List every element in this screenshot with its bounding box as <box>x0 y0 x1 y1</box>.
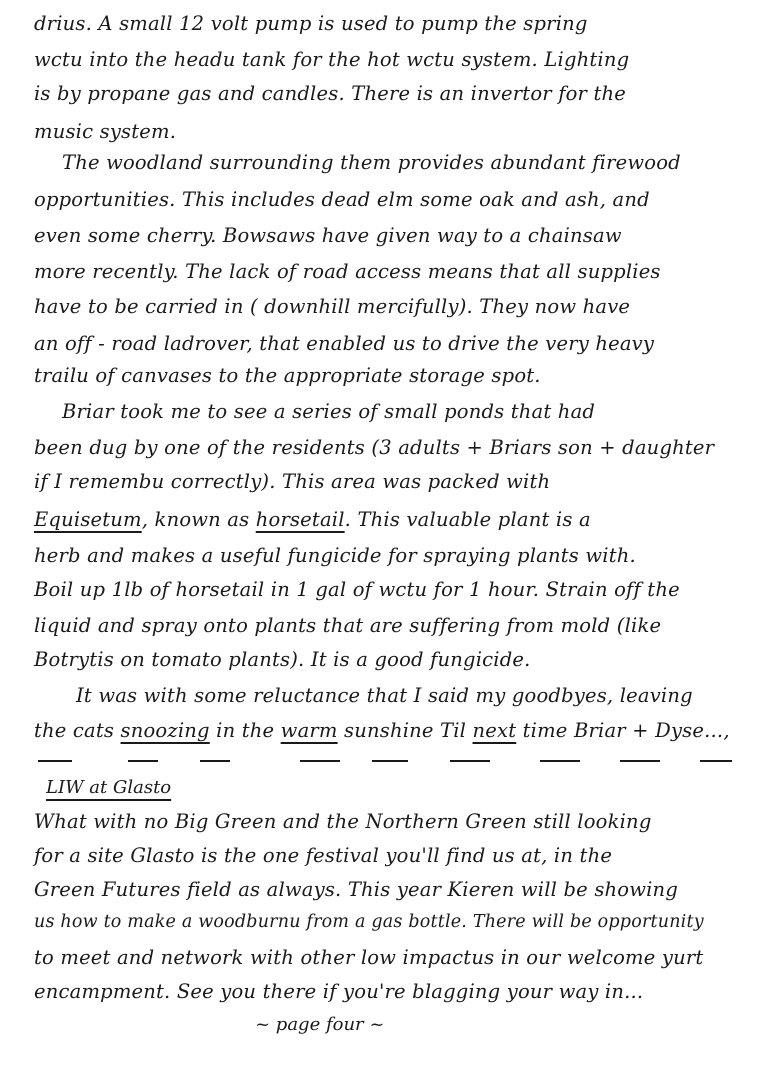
text-line: is by propane gas and candles. There is an invertor for the <box>34 82 627 105</box>
underlined-term: horsetail <box>255 508 345 531</box>
text-span: in the <box>209 719 281 742</box>
divider-dash <box>620 760 660 762</box>
text-line: opportunities. This includes dead elm some oak and ash, and <box>34 188 650 211</box>
text-line: to meet and network with other low impactus in our welcome yurt <box>34 946 704 969</box>
underlined-term: warm <box>280 719 338 742</box>
text-line <box>34 510 591 530</box>
page-number-footer: ~ page four ~ <box>255 1014 385 1035</box>
text-line: wctu into the headu tank for the hot wctu system. Lighting <box>34 48 630 71</box>
text-line: more recently. The lack of road access means that all supplies <box>34 260 661 283</box>
section-heading: LIW at Glasto <box>46 777 172 798</box>
text-line: even some cherry. Bowsaws have given way to a chainsaw <box>34 224 622 247</box>
divider-dash <box>128 760 158 762</box>
text-line: us how to make a woodburnu from a gas bottle. There will be opportunity <box>34 912 704 932</box>
text-span: . This valuable plant is a <box>344 508 591 531</box>
text-line: trailu of canvases to the appropriate storage spot. <box>34 364 541 387</box>
divider-dash <box>540 760 580 762</box>
text-line: Boil up 1lb of horsetail in 1 gal of wctu for 1 hour. Strain off the <box>34 578 680 601</box>
text-line: Briar took me to see a series of small ponds that had <box>62 400 596 423</box>
text-span: , known as <box>141 508 256 531</box>
text-line: if I remembu correctly). This area was packed with <box>34 470 551 493</box>
divider-dash <box>38 760 72 762</box>
text-line: for a site Glasto is the one festival you'll find us at, in the <box>34 844 613 867</box>
text-line: have to be carried in ( downhill mercifully). They now have <box>34 295 631 318</box>
text-span: sunshine Til <box>337 719 473 742</box>
text-line: herb and makes a useful fungicide for spraying plants with. <box>34 544 636 567</box>
divider-dash <box>300 760 340 762</box>
text-line: encampment. See you there if you're blagging your way in... <box>34 980 644 1003</box>
text-line: It was with some reluctance that I said my goodbyes, leaving <box>76 684 693 707</box>
text-line: drius. A small 12 volt pump is used to pump the spring <box>34 12 588 35</box>
divider-dash <box>450 760 490 762</box>
text-line: been dug by one of the residents (3 adults + Briars son + daughter <box>34 436 715 459</box>
text-line: an off - road ladrover, that enabled us to drive the very heavy <box>34 332 655 355</box>
text-line: music system. <box>34 120 177 143</box>
divider-dash <box>200 760 230 762</box>
text-line: The woodland surrounding them provides abundant firewood <box>62 151 681 174</box>
text-span: the cats <box>34 719 121 742</box>
text-line: Botrytis on tomato plants). It is a good fungicide. <box>34 648 531 671</box>
underlined-term: snoozing <box>120 719 210 742</box>
text-line <box>34 721 730 741</box>
underlined-term: Equisetum <box>34 508 142 531</box>
text-line: Green Futures field as always. This year Kieren will be showing <box>34 878 678 901</box>
text-line: liquid and spray onto plants that are suffering from mold (like <box>34 614 662 637</box>
divider-dash <box>700 760 732 762</box>
underlined-term: next <box>472 719 517 742</box>
divider-dash <box>372 760 408 762</box>
text-span: time Briar + Dyse..., <box>516 719 730 742</box>
text-line: What with no Big Green and the Northern Green still looking <box>34 810 652 833</box>
